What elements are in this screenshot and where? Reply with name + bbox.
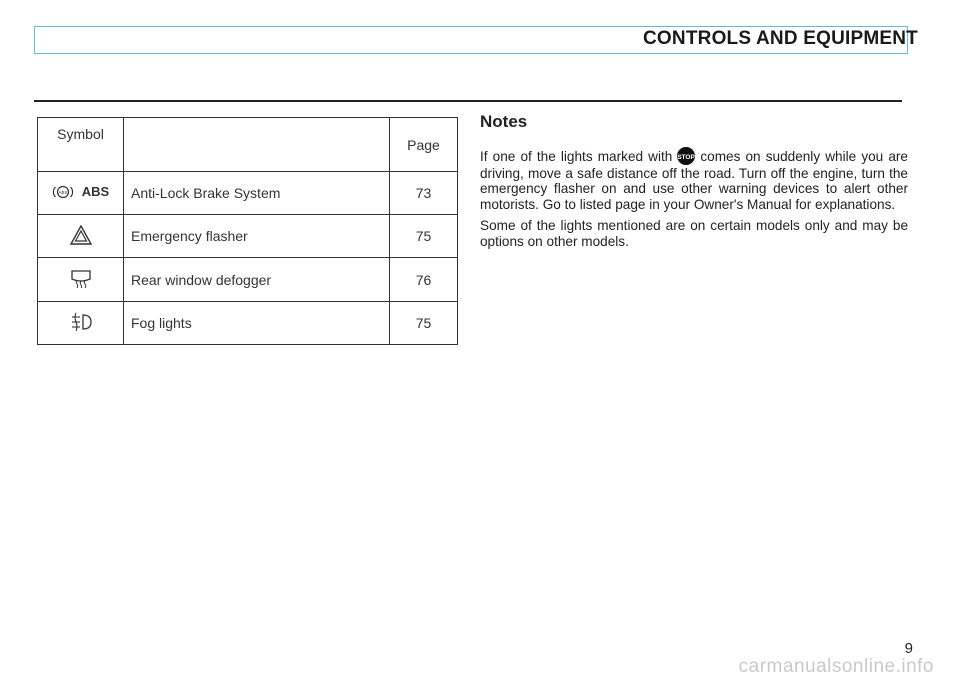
abs-warning-icon [52,184,74,200]
description-column-header [124,118,390,172]
row-page: 76 [390,258,458,302]
row-description: Fog lights [124,302,390,345]
symbol-table [37,117,458,345]
symbol-column-header: Symbol [38,118,124,172]
stop-warning-icon [676,146,696,166]
table-row [38,215,458,258]
watermark: carmanualsonline.info [738,656,934,677]
page-title: CONTROLS AND EQUIPMENT [643,28,918,49]
svg-text:ABS: ABS [58,189,68,195]
row-description: Rear window defogger [124,258,390,302]
row-page: 73 [390,172,458,215]
row-page: 75 [390,302,458,345]
abs-label: ABS [81,184,110,199]
notes-heading: Notes [480,112,528,131]
notes-paragraph: If one of the lights marked with STOP comes on suddenly while you are driving, move a safe distance off the road. Turn off the engine, turn the emergency flasher on and use other warning devices to alert other motorists. Go to listed page in your Owner's Manual for explanations. [480,146,908,212]
row-description: Anti-Lock Brake System [124,172,390,215]
hazard-triangle-icon [70,225,92,245]
row-description: Emergency flasher [124,215,390,258]
section-divider [34,100,902,102]
page-number: 9 [904,640,913,657]
page-column-header: Page [390,118,458,172]
svg-text:STOP: STOP [677,153,696,161]
notes-paragraph: Some of the lights mentioned are on certain models only and may be options on other models. [480,218,908,249]
notes-body [480,146,908,255]
table-header-row [38,118,458,172]
table-row [38,302,458,345]
fog-light-icon [68,312,94,332]
rear-window-defogger-icon [69,268,93,288]
table-row [38,258,458,302]
table-row [38,172,458,215]
row-page: 75 [390,215,458,258]
